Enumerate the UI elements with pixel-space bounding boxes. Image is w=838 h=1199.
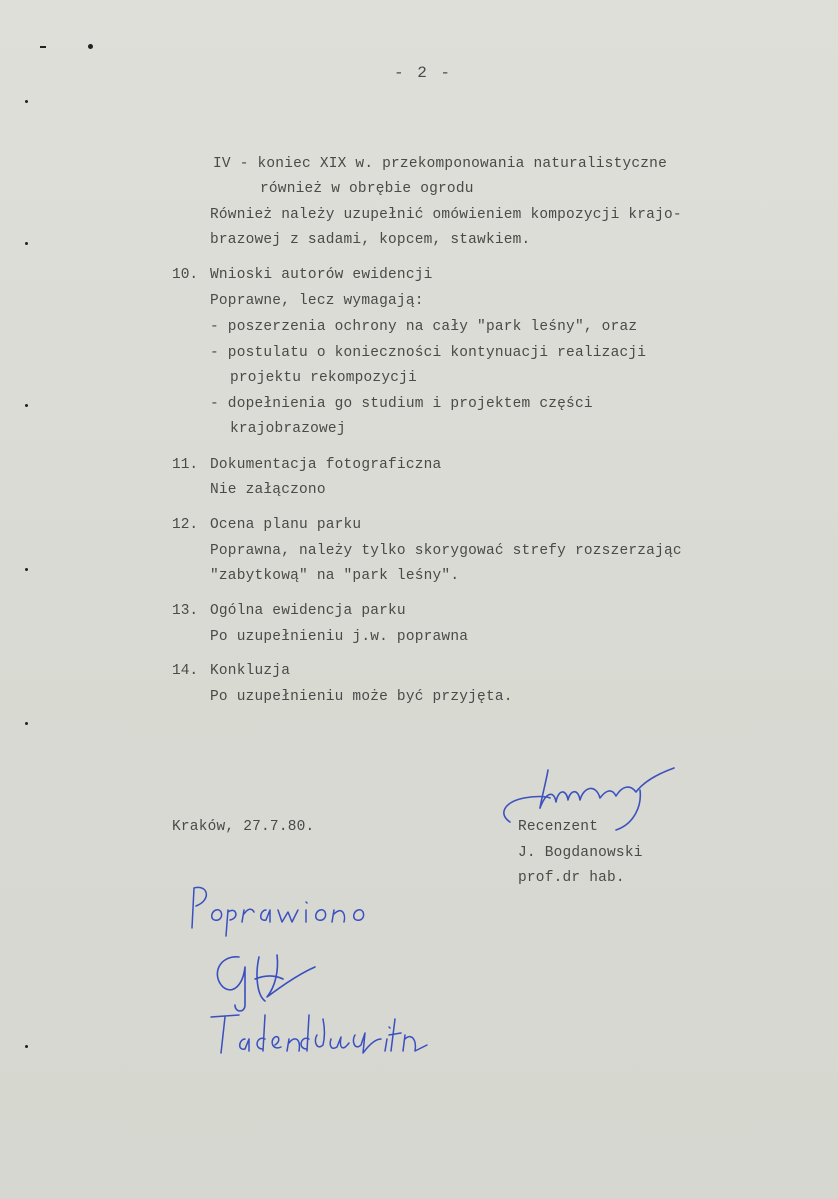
edge-mark (25, 242, 28, 245)
section-line: Po uzupełnieniu j.w. poprawna (210, 629, 469, 645)
section-heading: Konkluzja (210, 663, 291, 679)
reviewer-name: J. Bogdanowski (518, 845, 643, 861)
section-number: 12. (172, 517, 199, 533)
section-heading: Ocena planu parku (210, 517, 362, 533)
section-number: 10. (172, 267, 199, 283)
handwritten-name (205, 1005, 435, 1065)
section-line: Poprawne, lecz wymagają: (210, 293, 424, 309)
edge-mark (40, 46, 46, 48)
section-line: Poprawna, należy tylko skorygować strefy rozszerzając (210, 543, 682, 559)
section-number: 13. (172, 603, 199, 619)
edge-mark (88, 44, 93, 49)
section-line: "zabytkową" na "park leśny". (210, 568, 460, 584)
edge-mark (25, 722, 28, 725)
section-line: Nie załączono (210, 482, 326, 498)
section-heading: Wnioski autorów ewidencji (210, 267, 433, 283)
section-line: Po uzupełnieniu może być przyjęta. (210, 689, 513, 705)
section-line: projektu rekompozycji (230, 370, 417, 386)
intro-line: brazowej z sadami, kopcem, stawkiem. (210, 232, 531, 248)
edge-mark (25, 1045, 28, 1048)
place-date: Kraków, 27.7.80. (172, 819, 315, 835)
section-number: 14. (172, 663, 199, 679)
section-line: - poszerzenia ochrony na cały "park leśny", oraz (210, 319, 638, 335)
edge-mark (25, 568, 28, 571)
page-number: - 2 - (394, 64, 453, 82)
intro-line: Również należy uzupełnić omówieniem kompozycji krajo- (210, 207, 682, 223)
section-line: - postulatu o konieczności kontynuacji realizacji (210, 345, 647, 361)
intro-line: również w obrębie ogrodu (260, 181, 474, 197)
reviewer-role: Recenzent (518, 819, 599, 835)
intro-line: IV - koniec XIX w. przekomponowania naturalistyczne (213, 156, 667, 172)
section-number: 11. (172, 457, 199, 473)
handwritten-note (180, 880, 380, 940)
section-heading: Ogólna ewidencja parku (210, 603, 406, 619)
reviewer-signature (490, 762, 690, 842)
section-line: - dopełnienia go studium i projektem części (210, 396, 593, 412)
section-line: krajobrazowej (230, 421, 346, 437)
section-heading: Dokumentacja fotograficzna (210, 457, 442, 473)
reviewer-title: prof.dr hab. (518, 870, 625, 886)
edge-mark (25, 100, 28, 103)
edge-mark (25, 404, 28, 407)
